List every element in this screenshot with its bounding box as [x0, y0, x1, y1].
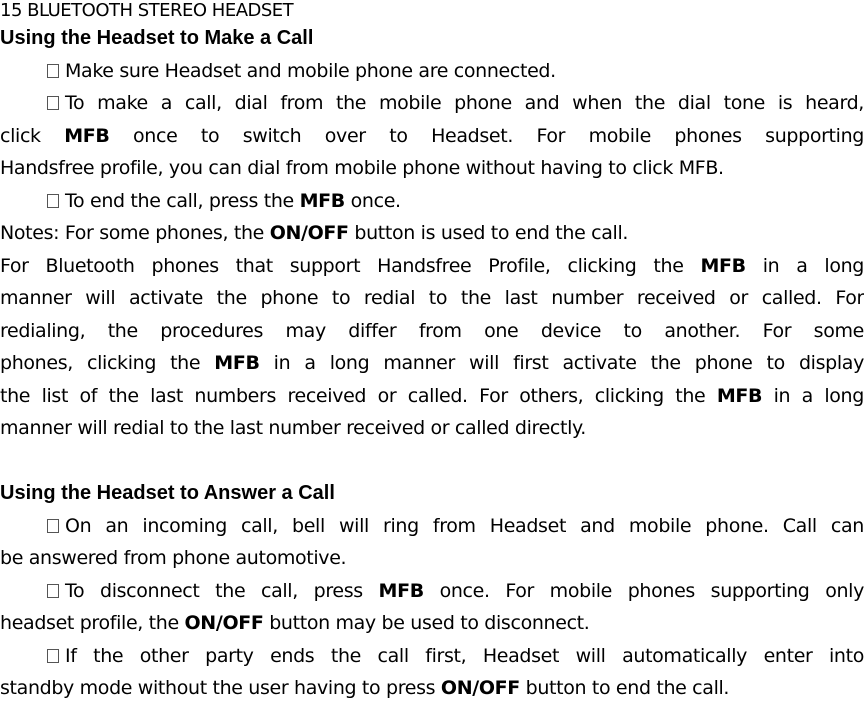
bullet-text: On an incoming call, bell will ring from Headset and mobile phone. Call can	[65, 514, 864, 537]
answer-call-bullet-3-line-1	[0, 640, 864, 673]
bullet-text: Make sure Headset and mobile phone are connected.	[65, 59, 556, 82]
mfb-label: MFB	[378, 579, 424, 602]
text-fragment: in a long	[773, 384, 864, 407]
make-call-bullet-2-line-3: Handsfree profile, you can dial from mobile phone without having to click MFB.	[0, 157, 724, 179]
answer-call-heading: Using the Headset to Answer a Call	[0, 482, 335, 504]
make-call-bullet-3	[0, 185, 864, 218]
redial-paragraph-line-1	[0, 250, 864, 283]
answer-call-bullet-3-line-2	[0, 672, 864, 705]
answer-call-bullet-2-line-1	[0, 575, 864, 608]
make-call-heading: Using the Headset to Make a Call	[0, 27, 314, 49]
text-fragment: To end the call, press the	[65, 189, 294, 212]
redial-paragraph-line-5	[0, 380, 864, 413]
answer-call-bullet-2-line-2	[0, 607, 864, 640]
bullet-text: If the other party ends the call first, Headset will automatically enter into	[65, 644, 864, 667]
text-fragment: click	[0, 124, 41, 147]
paragraph-spacer	[0, 445, 864, 478]
checkbox-bullet-icon	[47, 96, 59, 110]
text-fragment: the list of the last numbers received or called. For others, clicking the	[0, 384, 706, 407]
text-fragment: button to end the call.	[525, 677, 730, 699]
notes-line	[0, 217, 864, 250]
text-fragment: button may be used to disconnect.	[269, 612, 590, 634]
redial-paragraph-line-6: manner will redial to the last number received or called directly.	[0, 417, 586, 439]
make-call-bullet-2-line-1	[0, 87, 864, 120]
text-fragment: standby mode without the user having to press	[0, 677, 436, 699]
onoff-label: ON/OFF	[184, 612, 264, 634]
text-fragment: For Bluetooth phones that support Handsfree Profile, clicking the	[0, 254, 684, 277]
redial-paragraph-line-3: redialing, the procedures may differ from one device to another. For some	[0, 319, 864, 342]
onoff-label: ON/OFF	[440, 677, 520, 699]
text-fragment: To disconnect the call, press	[65, 579, 363, 602]
answer-call-bullet-1-line-1	[0, 510, 864, 543]
checkbox-bullet-icon	[47, 584, 59, 598]
text-fragment: phones, clicking the	[0, 352, 201, 374]
text-fragment: headset profile, the	[0, 612, 179, 634]
text-fragment: once. For mobile phones supporting only	[439, 579, 864, 602]
mfb-label: MFB	[64, 124, 110, 147]
bullet-text: To make a call, dial from the mobile phone and when the dial tone is heard,	[65, 92, 864, 114]
make-call-bullet-1	[0, 55, 864, 88]
text-fragment: in a long	[762, 254, 864, 277]
text-fragment: Notes: For some phones, the	[0, 222, 264, 244]
onoff-label: ON/OFF	[269, 222, 349, 244]
text-fragment: once to switch over to Headset. For mobile phones supporting	[133, 124, 864, 147]
checkbox-bullet-icon	[47, 194, 59, 208]
mfb-label: MFB	[214, 352, 260, 374]
text-fragment: button is used to end the call.	[354, 222, 629, 244]
make-call-bullet-2-line-2	[0, 120, 864, 153]
redial-paragraph-line-2: manner will activate the phone to redial to the last number received or called. For	[0, 287, 864, 309]
checkbox-bullet-icon	[47, 519, 59, 533]
text-fragment: once.	[350, 189, 401, 212]
mfb-label: MFB	[700, 254, 746, 277]
answer-call-bullet-1-line-2: be answered from phone automotive.	[0, 547, 347, 569]
text-fragment: in a long manner will first activate the phone to display	[273, 352, 864, 374]
mfb-label: MFB	[299, 189, 345, 212]
mfb-label: MFB	[716, 384, 763, 407]
checkbox-bullet-icon	[47, 649, 59, 663]
checkbox-bullet-icon	[47, 64, 59, 78]
redial-paragraph-line-4	[0, 347, 864, 380]
page-header: 15 BLUETOOTH STEREO HEADSET	[0, 0, 294, 21]
